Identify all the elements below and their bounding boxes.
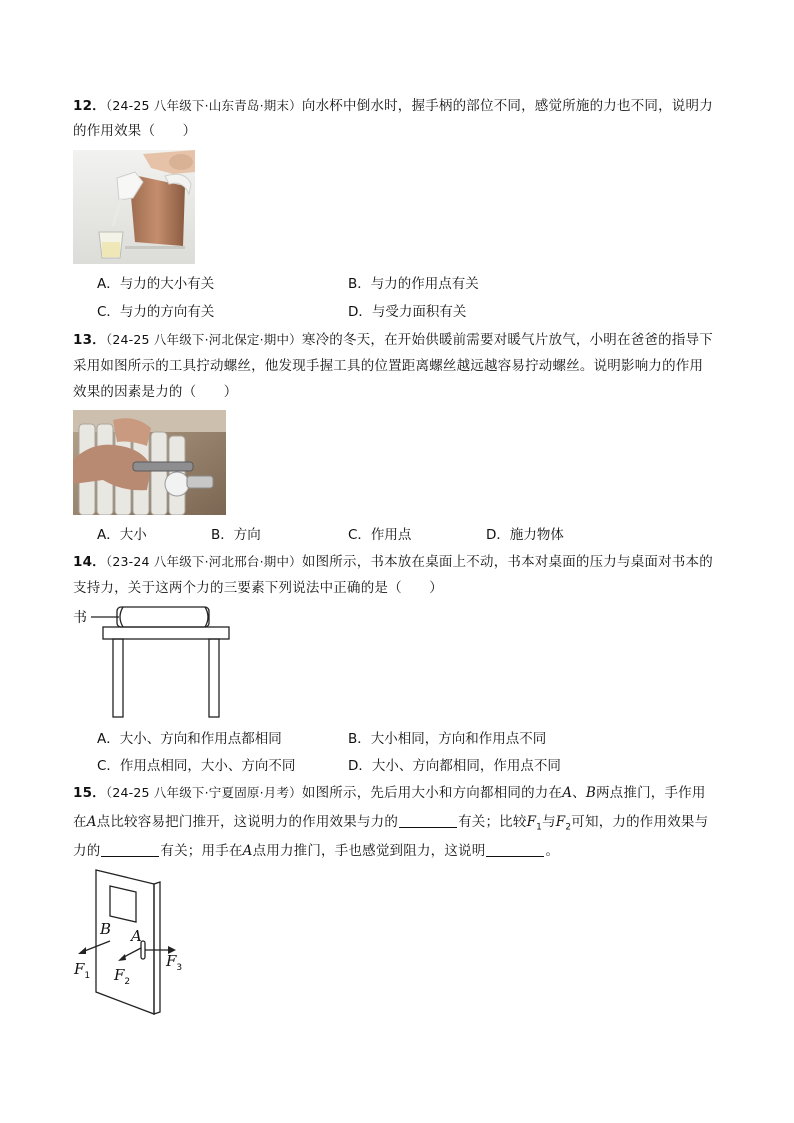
- f2-symbol: F: [555, 814, 566, 830]
- q15-text-1a: 如图所示，先后用大小和方向都相同的力在: [301, 785, 563, 801]
- f2-subscript: 2: [565, 822, 572, 833]
- f1-sub: 1: [84, 971, 91, 981]
- q12-option-b: B．与力的作用点有关: [348, 276, 479, 292]
- f1-subscript: 1: [536, 822, 543, 833]
- f1-symbol: F: [526, 814, 537, 830]
- q12-line-2: [73, 121, 196, 141]
- q15-line-1: [73, 783, 706, 803]
- q15-line-2: [73, 812, 708, 838]
- q13-source: （24-25 八年级下·河北保定·期中）: [105, 332, 302, 347]
- q15-source: （24-25 八年级下·宁夏固原·月考）: [105, 785, 302, 800]
- q15-text-3d: 。: [545, 843, 560, 859]
- q15-text-3c: 点用力推门，手也感觉到阻力，这说明: [252, 843, 486, 859]
- q15-text-2b: 点比较容易把门推开，这说明力的作用效果与力的: [96, 814, 399, 830]
- q13-line-3: [73, 382, 237, 402]
- q14-option-a: A．大小、方向和作用点都相同: [97, 731, 282, 747]
- book-table-figure: [73, 603, 233, 721]
- point-b-label: B: [585, 785, 596, 801]
- radiator-photo: [73, 410, 226, 515]
- q12-text-1: 向水杯中倒水时，握手柄的部位不同，感觉所施的力也不同，说明力: [301, 98, 713, 114]
- door-label-b: B: [100, 920, 112, 938]
- q12-source: （24-25 八年级下·山东青岛·期末）: [105, 98, 302, 113]
- q12-option-c: C．与力的方向有关: [97, 304, 215, 320]
- kettle-photo: [73, 150, 195, 264]
- answer-blank-1[interactable]: [399, 813, 457, 828]
- q14-line-2: [73, 578, 443, 598]
- q12-option-a: A．与力的大小有关: [97, 276, 215, 292]
- q15-text-2a: 在: [73, 814, 87, 830]
- q14-source: （23-24 八年级下·河北邢台·期中）: [105, 554, 302, 569]
- f3-sub: 3: [176, 963, 183, 973]
- force-label-f1: [74, 960, 90, 981]
- q12-option-d: D．与受力面积有关: [348, 304, 467, 320]
- point-a-label: A: [242, 843, 253, 859]
- q13-option-a: A．大小: [97, 527, 147, 543]
- q15-text-3a: 力的: [73, 843, 101, 859]
- q14-option-c: C．作用点相同，大小、方向不同: [97, 758, 296, 774]
- q14-line-1: [73, 552, 713, 572]
- point-a-label: A: [86, 814, 97, 830]
- q12-number: 12．: [73, 98, 106, 114]
- q15-text-2c: 有关；比较: [458, 814, 527, 830]
- q14-option-b: B．大小相同，方向和作用点不同: [348, 731, 547, 747]
- q14-option-d: D．大小、方向都相同，作用点不同: [348, 758, 561, 774]
- separator: 、: [572, 785, 586, 801]
- book-label: 书: [73, 610, 87, 626]
- q13-line-1: [73, 330, 713, 350]
- q14-text-1: 如图所示，书本放在桌面上不动，书本对桌面的压力与桌面对书本的: [301, 554, 713, 570]
- q12-line-1: [73, 96, 713, 116]
- q15-line-3: [73, 841, 559, 861]
- force-label-f3: [166, 952, 182, 973]
- q15-text-3b: 有关；用手在: [160, 843, 243, 859]
- q15-text-2d: 可知，力的作用效果与: [571, 814, 709, 830]
- q14-text-2: 支持力，关于这两个力的三要素下列说法中正确的是（ ）: [73, 580, 443, 596]
- door-figure: [70, 866, 190, 1018]
- and-text: 与: [542, 814, 556, 830]
- answer-blank-3[interactable]: [486, 842, 544, 857]
- q13-line-2: [73, 356, 703, 376]
- q13-text-1: 寒冷的冬天，在开始供暖前需要对暖气片放气，小明在爸爸的指导下: [301, 332, 713, 348]
- q14-number: 14．: [73, 554, 106, 570]
- answer-blank-2[interactable]: [101, 842, 159, 857]
- point-a-label: A: [562, 785, 573, 801]
- q12-text-2: 的作用效果（ ）: [73, 123, 197, 139]
- q13-option-b: B．方向: [211, 527, 261, 543]
- q13-option-c: C．作用点: [348, 527, 412, 543]
- force-label-f2: [114, 966, 130, 987]
- q13-text-2: 采用如图所示的工具拧动螺丝，他发现手握工具的位置距离螺丝越远越容易拧动螺丝。说明影响力的作用: [73, 358, 704, 374]
- f-letter: F: [74, 960, 85, 978]
- f-letter: F: [166, 952, 177, 970]
- q13-option-d: D．施力物体: [486, 527, 564, 543]
- q13-number: 13．: [73, 332, 106, 348]
- q15-number: 15．: [73, 785, 106, 801]
- f2-sub: 2: [124, 977, 131, 987]
- door-label-a: A: [131, 927, 142, 945]
- f-letter: F: [114, 966, 125, 984]
- q13-text-3: 效果的因素是力的（ ）: [73, 384, 238, 400]
- q15-text-1b: 两点推门，手作用: [595, 785, 706, 801]
